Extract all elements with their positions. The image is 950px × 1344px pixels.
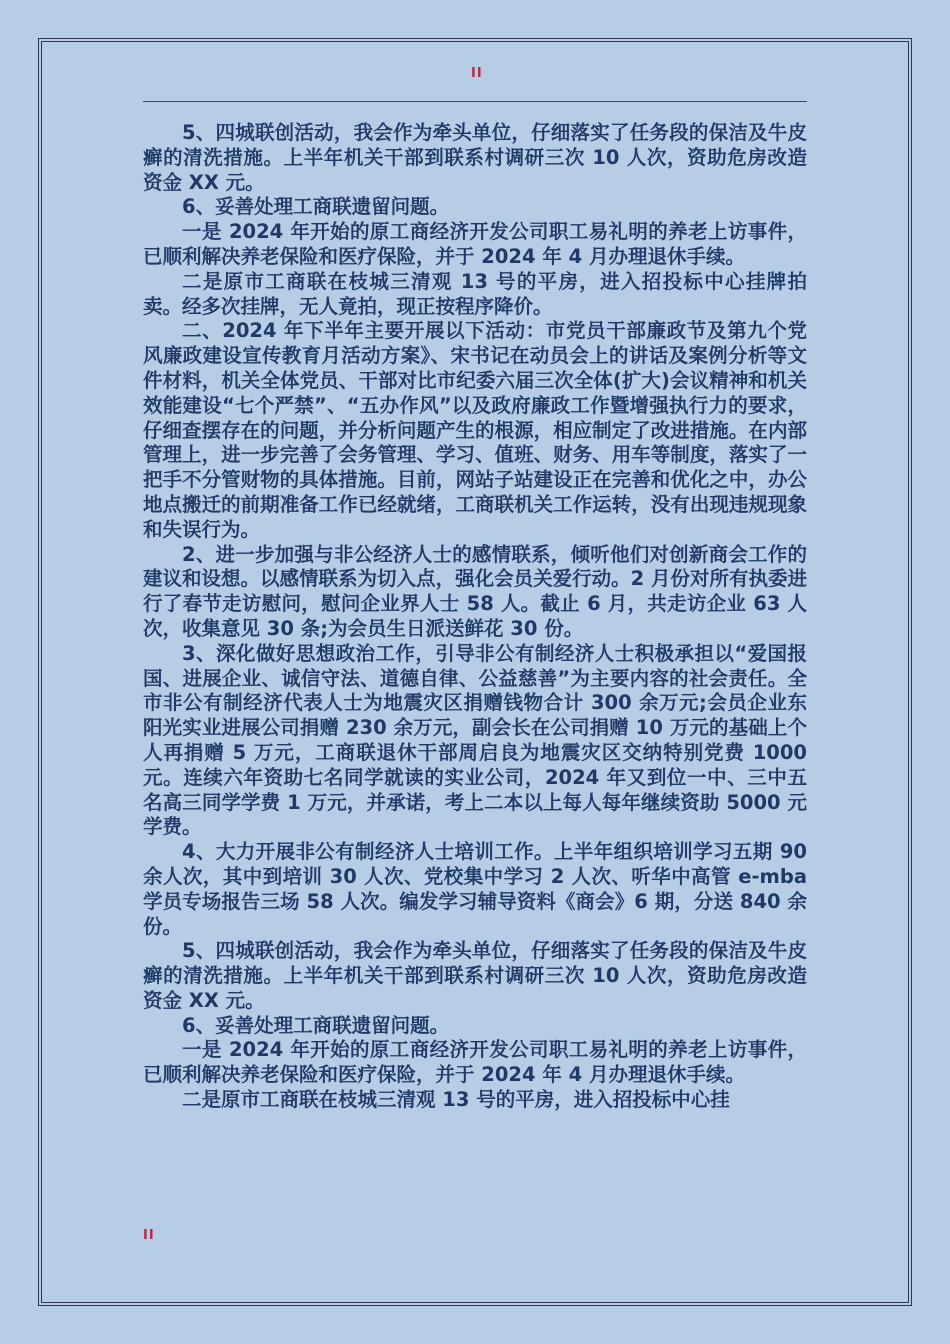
paragraph: 6、妥善处理工商联遗留问题。	[182, 1013, 450, 1037]
header-divider	[143, 101, 807, 102]
paragraph: 5、四城联创活动，我会作为牵头单位，仔细落实了任务段的保洁及牛皮癣的清洗措施。上半年机关干部到联系村调研三次 10 人次，资助危房改造资金 XX 元。	[143, 121, 807, 194]
paragraph: 二、2024 年下半年主要开展以下活动：市党员干部廉政节及第九个党风廉政建设宣传教育月活动方案》、宋书记在动员会上的讲话及案例分析等文件材料，机关全体党员、干部对比市纪委六届三次全体(扩大)会议精神和机关效能建设“七个严禁”、“五办作风”以及政府廉政工作暨增强执行力的要求，仔细查摆存在的问题，并分析问题产生的根源，相应制定了改进措施。在内部管理上，进一步完善了会务管理、学习、值班、财务、用车等制度，落实了一把手不分管财物的具体措施。目前，网站子站建设正在完善和优化之中，办公地点搬迁的前期准备工作已经就绪，工商联机关工作运转，没有出现违规现象和失误行为。	[143, 319, 807, 541]
document-body	[143, 121, 807, 1113]
paragraph: 3、深化做好思想政治工作，引导非公有制经济人士积极承担以“爱国报国、进展企业、诚信守法、道德自律、公益慈善”为主要内容的社会责任。全市非公有制经济代表人士为地震灾区捐赠钱物合计 300 余万元;会员企业东阳光实业进展公司捐赠 230 余万元，副会长在公司捐赠 10 万元的基础上个人再捐赠 5 万元，工商联退休干部周启良为地震灾区交纳特别党费 1000 元。连续六年资助七名同学就读的实业公司，2024 年又到位一中、三中五名高三同学学费 1 万元，并承诺，考上二本以上每人每年继续资助 5000 元学费。	[143, 641, 807, 839]
paragraph: 5、四城联创活动，我会作为牵头单位，仔细落实了任务段的保洁及牛皮癣的清洗措施。上半年机关干部到联系村调研三次 10 人次，资助危房改造资金 XX 元。	[143, 939, 807, 1012]
footer-mark: II	[143, 1228, 155, 1243]
paragraph: 一是 2024 年开始的原工商经济开发公司职工易礼明的养老上访事件，已顺利解决养老保险和医疗保险，并于 2024 年 4 月办理退休手续。	[143, 1038, 807, 1087]
paragraph: 4、大力开展非公有制经济人士培训工作。上半年组织培训学习五期 90 余人次，其中到培训 30 人次、党校集中学习 2 人次、听华中高管 e-mba 学员专场报告三场 58 人次。编发学习辅导资料《商会》6 期，分送 840 余份。	[143, 840, 807, 938]
paragraph: 一是 2024 年开始的原工商经济开发公司职工易礼明的养老上访事件，已顺利解决养老保险和医疗保险，并于 2024 年 4 月办理退休手续。	[143, 220, 807, 268]
paragraph: 二是原市工商联在枝城三清观 13 号的平房，进入招投标中心挂	[182, 1088, 730, 1112]
header-mark: II	[471, 66, 483, 81]
paragraph: 2、进一步加强与非公经济人士的感情联系，倾听他们对创新商会工作的建议和设想。以感情联系为切入点，强化会员关爱行动。2 月份对所有执委进行了春节走访慰问，慰问企业界人士 58 人。截止 6 月，共走访企业 63 人次，收集意见 30 条;为会员生日派送鲜花 30 份。	[143, 542, 807, 640]
paragraph: 二是原市工商联在枝城三清观 13 号的平房，进入招投标中心挂牌拍卖。经多次挂牌，无人竟拍，现正按程序降价。	[143, 269, 807, 318]
paragraph: 6、妥善处理工商联遗留问题。	[182, 195, 450, 219]
